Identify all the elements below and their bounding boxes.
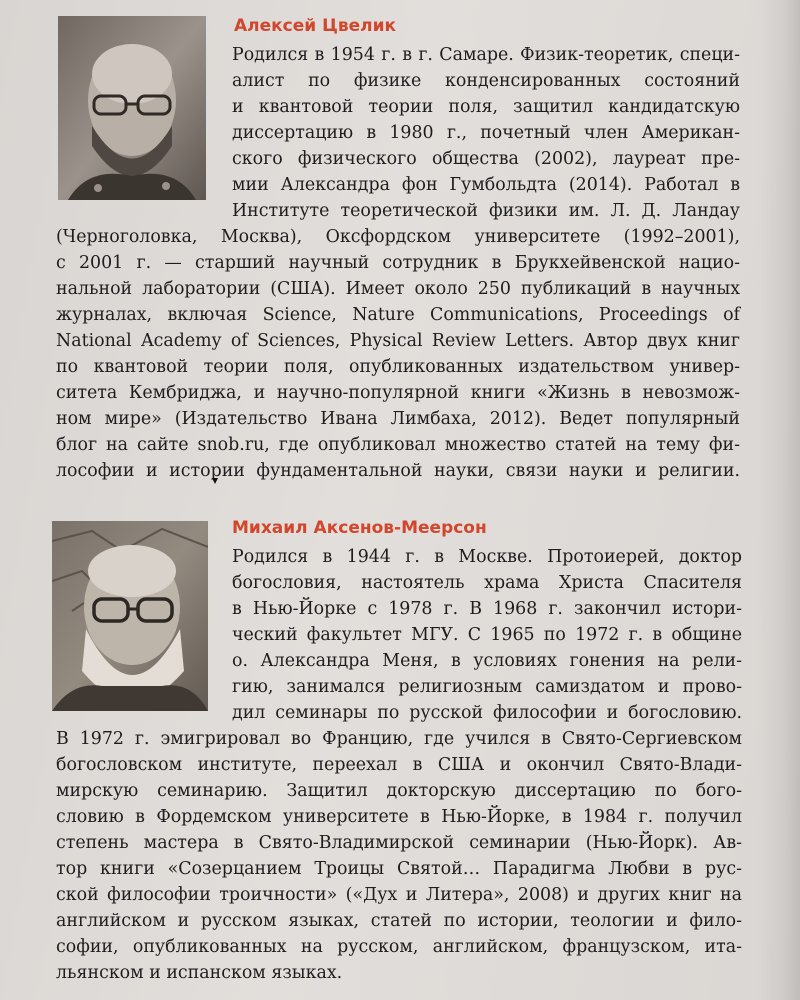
- bio-text-line: богословском институте, переехал в США и окончил Свято-Влади-: [56, 755, 742, 775]
- bio-text-line: Родился в 1954 г. в г. Самаре. Физик-теоретик, специ-: [232, 45, 740, 65]
- bio-text-line: софии, опубликованных на русском, английском, французском, ита-: [56, 937, 742, 957]
- portrait-photo-tsvelik: [58, 16, 206, 200]
- bio-text-line: и квантовой теории поля, защитил кандидатскую: [232, 97, 740, 117]
- bio-text-line: Институте теоретической физики им. Л. Д. Ландау: [232, 201, 740, 221]
- portrait-photo-aksenov-meerson: [52, 521, 208, 711]
- bio-text-line: ческий факультет МГУ. С 1965 по 1972 г. в общине: [232, 625, 742, 645]
- bio-text-line: тор книги «Созерцанием Троицы Святой… Парадигма Любви в рус-: [56, 859, 742, 879]
- bio-text-line: ского физического общества (2002), лауреат пре-: [232, 149, 740, 169]
- page-edge-shadow: [758, 0, 800, 1000]
- bio-text-line: журналах, включая Science, Nature Communications, Proceedings of: [56, 305, 740, 325]
- bio-text-line: ской философии троичности» («Дух и Литера», 2008) и других книг на: [56, 885, 742, 905]
- bio-text-line: в Нью-Йорке с 1978 г. В 1968 г. закончил истори-: [232, 599, 742, 619]
- bio-text-line: National Academy of Sciences, Physical Review Letters. Автор двух книг: [56, 331, 740, 351]
- bio-text-line: ном мире» (Издательство Ивана Лимбаха, 2012). Ведет популярный: [56, 409, 740, 429]
- bio-text-line: дил семинары по русской философии и богословию.: [232, 703, 742, 723]
- bio-text-line: ситета Кембриджа, и научно-популярной книги «Жизнь в невозмож-: [56, 383, 740, 403]
- bio-text-line: мирскую семинарию. Защитил докторскую диссертацию по бого-: [56, 781, 742, 801]
- bio-text-line: с 2001 г. — старший научный сотрудник в Брукхейвенской нацио-: [56, 253, 740, 273]
- bio-text-line: степень мастера в Свято-Владимирской семинарии (Нью-Йорк). Ав-: [56, 833, 742, 853]
- bio-name-tsvelik: Алексей Цвелик: [234, 16, 397, 36]
- bio-text-line: (Черноголовка, Москва), Оксфордском университете (1992–2001),: [56, 227, 740, 247]
- bio-text-line: богословия, настоятель храма Христа Спасителя: [232, 573, 742, 593]
- bio-text-line: лософии и истории фундаментальной науки, связи науки и религии.: [56, 461, 740, 481]
- bio-text-line: о. Александра Меня, в условиях гонения на рели-: [232, 651, 742, 671]
- bio-text-line: гию, занимался религиозным самиздатом и прово-: [232, 677, 742, 697]
- bio-text-line: Родился в 1944 г. в Москве. Протоиерей, доктор: [232, 547, 742, 567]
- bio-text-line: В 1972 г. эмигрировал во Францию, где учился в Свято-Сергиевском: [56, 729, 742, 749]
- bio-text-line: блог на сайте snob.ru, где опубликовал множество статей на тему фи-: [56, 435, 740, 455]
- bio-name-aksenov-meerson: Михаил Аксенов-Меерсон: [232, 518, 487, 538]
- bio-text-line: нальной лаборатории (США). Имеет около 250 публикаций в научных: [56, 279, 740, 299]
- bio-text-line: английском и русском языках, статей по истории, теологии и фило-: [56, 911, 742, 931]
- bio-text-line: мии Александра фон Гумбольдта (2014). Работал в: [232, 175, 740, 195]
- bio-text-line: словию в Фордемском университете в Нью-Йорке, в 1984 г. получил: [56, 807, 742, 827]
- bio-text-line: алист по физике конденсированных состояний: [232, 71, 740, 91]
- bio-text-line: льянском и испанском языках.: [56, 963, 343, 983]
- bio-text-line: по квантовой теории поля, опубликованных издательством универ-: [56, 357, 740, 377]
- page-dot-mark: [212, 478, 218, 484]
- bio-text-line: диссертацию в 1980 г., почетный член Американ-: [232, 123, 740, 143]
